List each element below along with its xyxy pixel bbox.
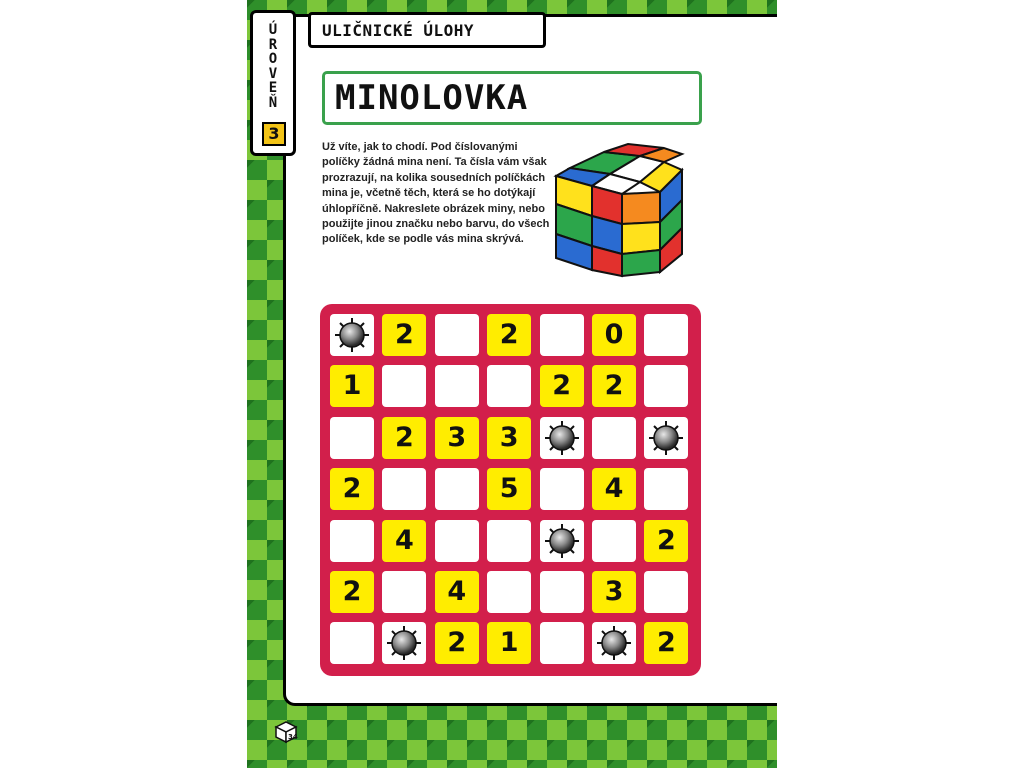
grid-cell[interactable] — [644, 365, 688, 407]
cell-number: 3 — [499, 421, 519, 453]
grid-cell[interactable] — [330, 520, 374, 562]
cell-number: 4 — [394, 524, 414, 556]
grid-cell[interactable] — [487, 365, 531, 407]
cell-number: 2 — [394, 319, 414, 350]
cell-number: 2 — [604, 370, 624, 402]
grid-cell — [644, 622, 688, 664]
grid-cell — [644, 520, 688, 562]
cell-number: 1 — [499, 627, 519, 659]
grid-cell — [382, 622, 426, 664]
grid-cell — [382, 314, 426, 356]
level-tab — [250, 10, 296, 156]
grid-cell — [592, 571, 636, 613]
cell-number: 2 — [656, 524, 676, 556]
grid-cell[interactable] — [382, 365, 426, 407]
grid-cell[interactable] — [540, 571, 584, 613]
grid-cell[interactable] — [540, 314, 584, 356]
grid-cell — [487, 314, 531, 356]
grid-cell[interactable] — [330, 417, 374, 459]
grid-cell — [382, 520, 426, 562]
grid-cell — [330, 571, 374, 613]
page-number-cube-icon — [273, 720, 299, 744]
level-letter: E — [268, 80, 278, 96]
grid-cell — [487, 468, 531, 510]
cell-number: 4 — [447, 576, 467, 607]
grid-cell — [330, 314, 374, 356]
grid-cell[interactable] — [540, 468, 584, 510]
grid-cell[interactable] — [592, 417, 636, 459]
grid-cell — [330, 365, 374, 407]
instructions-text: Už víte, jak to chodí. Pod číslovanými políčky žádná mina není. Ta čísla vám však prozrazují, na kolika sousedních políčkách mina je, včetně těch, která se ho dotýkají úhlopříčně. Nakreslete obrázek miny, nebo použijte jinou značku nebo barvu, do všech políček, kde se podle vás mina skrývá. — [322, 141, 550, 246]
cell-number: 2 — [552, 370, 571, 402]
grid-cell — [540, 417, 584, 459]
page-title: MINOLOVKA — [335, 78, 529, 118]
grid-cell[interactable] — [435, 520, 479, 562]
mine-icon — [330, 314, 374, 356]
level-number-badge: 3 — [262, 122, 286, 146]
level-word — [253, 23, 293, 110]
grid-cell — [435, 417, 479, 459]
level-letter: Ň — [268, 94, 278, 111]
grid-cell — [435, 571, 479, 613]
cell-number: 2 — [342, 576, 362, 607]
grid-cell — [487, 417, 531, 459]
title-box — [322, 71, 702, 125]
grid-cell — [592, 622, 636, 664]
cell-number: 2 — [447, 627, 467, 659]
cell-number: 2 — [499, 319, 519, 350]
minesweeper-grid — [320, 304, 701, 676]
grid-cell — [540, 520, 584, 562]
page-number: 34 — [288, 733, 298, 741]
level-letter: O — [268, 51, 278, 67]
mine-icon — [540, 417, 584, 459]
grid-cell — [592, 468, 636, 510]
level-letter: V — [268, 65, 278, 82]
grid-cell[interactable] — [487, 571, 531, 613]
grid-cell[interactable] — [644, 314, 688, 356]
mine-icon — [592, 622, 636, 664]
cell-number: 3 — [447, 421, 467, 453]
grid-cell[interactable] — [382, 571, 426, 613]
grid-cell[interactable] — [435, 314, 479, 356]
grid-cell — [487, 622, 531, 664]
section-tab — [308, 12, 546, 48]
mine-icon — [382, 622, 426, 664]
cell-number: 2 — [394, 421, 414, 453]
grid-cell — [592, 314, 636, 356]
rubiks-cube-illustration — [548, 142, 686, 282]
grid-cell — [382, 417, 426, 459]
section-label: ULIČNICKÉ ÚLOHY — [322, 21, 474, 40]
grid-cell — [540, 365, 584, 407]
grid-cell — [644, 417, 688, 459]
mine-icon — [644, 417, 688, 459]
cell-number: 0 — [604, 319, 624, 350]
grid-cell — [435, 622, 479, 664]
cell-number: 5 — [499, 473, 519, 505]
level-letter: Ú — [268, 22, 278, 38]
grid-cell[interactable] — [330, 622, 374, 664]
grid-cell[interactable] — [382, 468, 426, 510]
grid-cell[interactable] — [644, 571, 688, 613]
grid-cell — [592, 365, 636, 407]
grid-cell[interactable] — [487, 520, 531, 562]
mine-icon — [540, 520, 584, 562]
cell-number: 2 — [342, 473, 362, 505]
grid-cell[interactable] — [540, 622, 584, 664]
grid-cell[interactable] — [644, 468, 688, 510]
cell-number: 4 — [604, 473, 624, 505]
grid-cell[interactable] — [592, 520, 636, 562]
cell-number: 1 — [342, 370, 362, 402]
cell-number: 3 — [604, 576, 624, 607]
cell-number: 2 — [656, 627, 676, 659]
level-letter: R — [268, 36, 278, 53]
grid-cell — [330, 468, 374, 510]
grid-cell[interactable] — [435, 365, 479, 407]
grid-cell[interactable] — [435, 468, 479, 510]
